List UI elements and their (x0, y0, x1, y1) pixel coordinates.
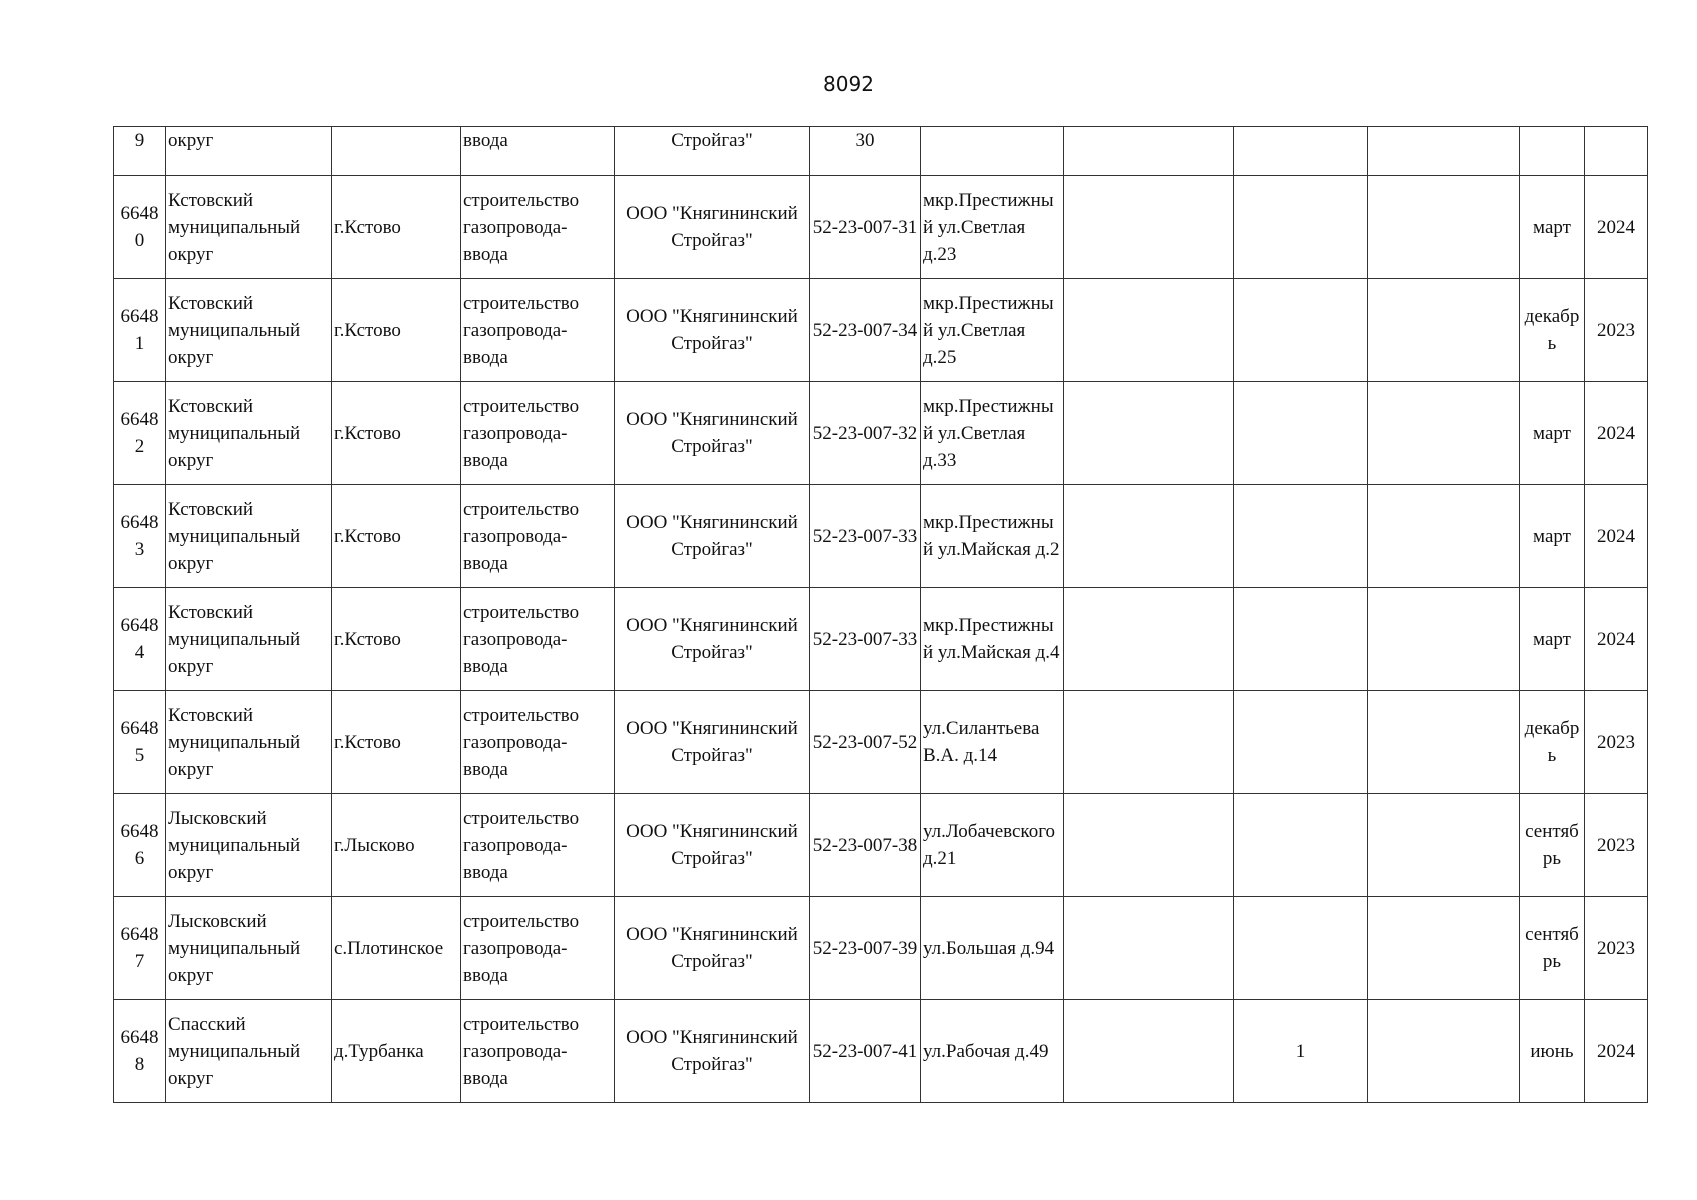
cell-contractor: ООО "Княгининский Стройгаз" (615, 485, 810, 588)
cell-locality: г.Кстово (332, 382, 461, 485)
cell-column-8 (1064, 1000, 1234, 1103)
cell-district: Лысковский муниципальный округ (166, 794, 332, 897)
cell-district: Спасский муниципальный округ (166, 1000, 332, 1103)
cell-contractor: ООО "Княгининский Стройгаз" (615, 1000, 810, 1103)
cell-number: 9 (114, 127, 166, 176)
cell-work-type: строительство газопровода-ввода (461, 691, 615, 794)
cell-year: 2024 (1585, 485, 1648, 588)
cell-locality: с.Плотинское (332, 897, 461, 1000)
cell-column-8 (1064, 485, 1234, 588)
cell-month: декабрь (1520, 691, 1585, 794)
cell-column-10 (1368, 691, 1520, 794)
cell-work-type: строительство газопровода-ввода (461, 176, 615, 279)
cell-month: сентябрь (1520, 897, 1585, 1000)
table-row (114, 897, 1648, 1000)
table-row-continuation (114, 127, 1648, 176)
cell-number: 66487 (114, 897, 166, 1000)
cell-column-8 (1064, 176, 1234, 279)
cell-project-code: 52-23-007-33 (810, 485, 921, 588)
cell-project-code: 52-23-007-38 (810, 794, 921, 897)
cell-locality: г.Кстово (332, 176, 461, 279)
cell-count (1234, 279, 1368, 382)
cell-locality (332, 127, 461, 176)
cell-count: 1 (1234, 1000, 1368, 1103)
cell-contractor: ООО "Княгининский Стройгаз" (615, 691, 810, 794)
cell-locality: г.Кстово (332, 485, 461, 588)
cell-number: 66482 (114, 382, 166, 485)
cell-district: Кстовский муниципальный округ (166, 279, 332, 382)
cell-count (1234, 176, 1368, 279)
cell-column-8 (1064, 127, 1234, 176)
cell-month (1520, 127, 1585, 176)
table-row (114, 794, 1648, 897)
cell-column-8 (1064, 588, 1234, 691)
cell-column-10 (1368, 485, 1520, 588)
cell-column-10 (1368, 1000, 1520, 1103)
cell-number: 66485 (114, 691, 166, 794)
cell-column-10 (1368, 176, 1520, 279)
cell-column-10 (1368, 588, 1520, 691)
cell-project-code: 52-23-007-32 (810, 382, 921, 485)
cell-contractor: ООО "Княгининский Стройгаз" (615, 279, 810, 382)
cell-district: Кстовский муниципальный округ (166, 382, 332, 485)
cell-year: 2024 (1585, 588, 1648, 691)
cell-project-code: 52-23-007-41 (810, 1000, 921, 1103)
cell-column-10 (1368, 279, 1520, 382)
cell-year: 2024 (1585, 176, 1648, 279)
cell-project-code: 52-23-007-52 (810, 691, 921, 794)
cell-count (1234, 485, 1368, 588)
cell-locality: г.Лысково (332, 794, 461, 897)
cell-address: мкр.Престижный ул.Светлая д.25 (921, 279, 1064, 382)
cell-project-code: 30 (810, 127, 921, 176)
cell-number: 66481 (114, 279, 166, 382)
cell-work-type: строительство газопровода-ввода (461, 279, 615, 382)
cell-year (1585, 127, 1648, 176)
table-row (114, 1000, 1648, 1103)
cell-district: округ (166, 127, 332, 176)
cell-work-type: строительство газопровода-ввода (461, 382, 615, 485)
cell-column-8 (1064, 382, 1234, 485)
cell-month: март (1520, 588, 1585, 691)
cell-work-type: строительство газопровода-ввода (461, 897, 615, 1000)
cell-address: ул.Силантьева В.А. д.14 (921, 691, 1064, 794)
cell-address: мкр.Престижный ул.Майская д.2 (921, 485, 1064, 588)
cell-project-code: 52-23-007-39 (810, 897, 921, 1000)
cell-address: мкр.Престижный ул.Светлая д.23 (921, 176, 1064, 279)
cell-locality: д.Турбанка (332, 1000, 461, 1103)
cell-address: мкр.Престижный ул.Майская д.4 (921, 588, 1064, 691)
cell-contractor: ООО "Княгининский Стройгаз" (615, 794, 810, 897)
cell-district: Лысковский муниципальный округ (166, 897, 332, 1000)
table-row (114, 691, 1648, 794)
cell-count (1234, 382, 1368, 485)
cell-month: март (1520, 382, 1585, 485)
cell-district: Кстовский муниципальный округ (166, 176, 332, 279)
cell-year: 2023 (1585, 279, 1648, 382)
cell-contractor: ООО "Княгининский Стройгаз" (615, 897, 810, 1000)
cell-column-10 (1368, 897, 1520, 1000)
cell-column-8 (1064, 897, 1234, 1000)
cell-year: 2023 (1585, 794, 1648, 897)
cell-district: Кстовский муниципальный округ (166, 691, 332, 794)
cell-column-10 (1368, 382, 1520, 485)
cell-number: 66488 (114, 1000, 166, 1103)
cell-count (1234, 897, 1368, 1000)
cell-project-code: 52-23-007-34 (810, 279, 921, 382)
cell-work-type: строительство газопровода-ввода (461, 794, 615, 897)
cell-column-10 (1368, 794, 1520, 897)
cell-address: ул.Большая д.94 (921, 897, 1064, 1000)
cell-month: март (1520, 485, 1585, 588)
table-row (114, 485, 1648, 588)
cell-address (921, 127, 1064, 176)
cell-year: 2024 (1585, 1000, 1648, 1103)
cell-contractor: Стройгаз" (615, 127, 810, 176)
cell-month: июнь (1520, 1000, 1585, 1103)
cell-address: мкр.Престижный ул.Светлая д.33 (921, 382, 1064, 485)
cell-locality: г.Кстово (332, 588, 461, 691)
cell-count (1234, 127, 1368, 176)
cell-district: Кстовский муниципальный округ (166, 588, 332, 691)
cell-locality: г.Кстово (332, 691, 461, 794)
table-body (114, 127, 1648, 1103)
cell-project-code: 52-23-007-33 (810, 588, 921, 691)
cell-locality: г.Кстово (332, 279, 461, 382)
cell-year: 2024 (1585, 382, 1648, 485)
cell-work-type: строительство газопровода-ввода (461, 1000, 615, 1103)
cell-month: декабрь (1520, 279, 1585, 382)
register-table (113, 126, 1648, 1103)
cell-column-10 (1368, 127, 1520, 176)
cell-month: сентябрь (1520, 794, 1585, 897)
cell-year: 2023 (1585, 897, 1648, 1000)
cell-count (1234, 691, 1368, 794)
cell-work-type: строительство газопровода-ввода (461, 485, 615, 588)
table-row (114, 176, 1648, 279)
cell-count (1234, 588, 1368, 691)
cell-count (1234, 794, 1368, 897)
cell-year: 2023 (1585, 691, 1648, 794)
cell-contractor: ООО "Княгининский Стройгаз" (615, 588, 810, 691)
cell-contractor: ООО "Княгининский Стройгаз" (615, 176, 810, 279)
cell-number: 66486 (114, 794, 166, 897)
cell-column-8 (1064, 794, 1234, 897)
cell-work-type: строительство газопровода-ввода (461, 588, 615, 691)
cell-number: 66484 (114, 588, 166, 691)
cell-project-code: 52-23-007-31 (810, 176, 921, 279)
cell-work-type: ввода (461, 127, 615, 176)
cell-address: ул.Лобачевского д.21 (921, 794, 1064, 897)
cell-column-8 (1064, 691, 1234, 794)
page-number: 8092 (823, 72, 874, 96)
table-row (114, 279, 1648, 382)
cell-column-8 (1064, 279, 1234, 382)
cell-month: март (1520, 176, 1585, 279)
table-row (114, 382, 1648, 485)
cell-district: Кстовский муниципальный округ (166, 485, 332, 588)
cell-contractor: ООО "Княгининский Стройгаз" (615, 382, 810, 485)
cell-address: ул.Рабочая д.49 (921, 1000, 1064, 1103)
cell-number: 66480 (114, 176, 166, 279)
table-row (114, 588, 1648, 691)
cell-number: 66483 (114, 485, 166, 588)
